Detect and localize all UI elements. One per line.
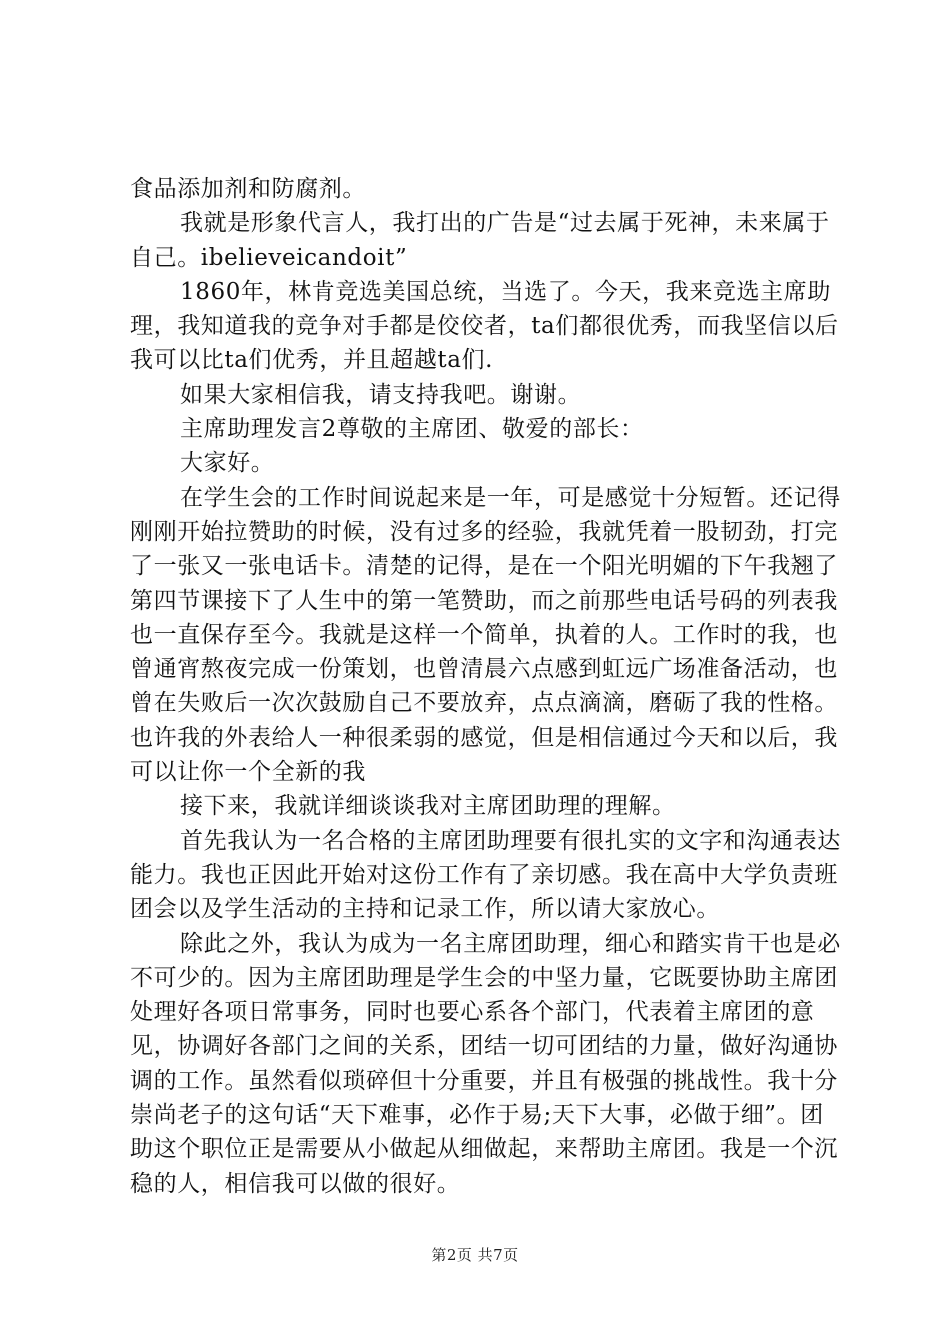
paragraph: 除此之外，我认为成为一名主席团助理，细心和踏实肯干也是必不可少的。因为主席团助理是学生会的中坚力量，它既要协助主席团处理好各项日常事务，同时也要心系各个部门，代表着主席团的意见，协调好各部门之间的关系，团结一切可团结的力量，做好沟通协调的工作。虽然看似琐碎但十分重要，并且有极强的挑战性。我十分崇尚老子的这句话“天下难事，必作于易;天下大事，必做于细”。团助这个职位正是需要从小做起从细做起，来帮助主席团。我是一个沉稳的人，相信我可以做的很好。 (130, 930, 841, 1197)
paragraph: 大家好。 (180, 450, 275, 477)
paragraph: 我就是形象代言人，我打出的广告是“过去属于死神，未来属于自己。ibelieveicandoit” (130, 210, 830, 271)
paragraph: 如果大家相信我，请支持我吧。谢谢。 (180, 381, 582, 408)
paragraph: 主席助理发言2尊敬的主席团、敬爱的部长： (180, 416, 644, 443)
paragraph: 接下来，我就详细谈谈我对主席团助理的理解。 (180, 793, 676, 820)
page-number-footer: 第2页 共7页 (431, 1246, 519, 1264)
paragraph: 1860年，林肯竞选美国总统，当选了。今天，我来竞选主席助理，我知道我的竞争对手都是佼佼者，ta们都很优秀，而我坚信以后我可以比ta们优秀，并且超越ta们. (130, 278, 839, 374)
paragraph: 食品添加剂和防腐剂。 (130, 176, 366, 202)
paragraph: 在学生会的工作时间说起来是一年，可是感觉十分短暂。还记得刚刚开始拉赞助的时候，没有过多的经验，我就凭着一股韧劲，打完了一张又一张电话卡。清楚的记得，是在一个阳光明媚的下午我翘了第四节课接下了人生中的第一笔赞助，而之前那些电话号码的列表我也一直保存至今。我就是这样一个简单，执着的人。工作时的我，也曾通宵熬夜完成一份策划，也曾清晨六点感到虹远广场准备活动，也曾在失败后一次次鼓励自己不要放弃，点点滴滴，磨砺了我的性格。也许我的外表给人一种很柔弱的感觉，但是相信通过今天和以后，我可以让你一个全新的我 (130, 484, 841, 786)
paragraph: 首先我认为一名合格的主席团助理要有很扎实的文字和沟通表达能力。我也正因此开始对这份工作有了亲切感。我在高中大学负责班团会以及学生活动的主持和记录工作，所以请大家放心。 (130, 827, 841, 923)
document-body (130, 172, 842, 1201)
